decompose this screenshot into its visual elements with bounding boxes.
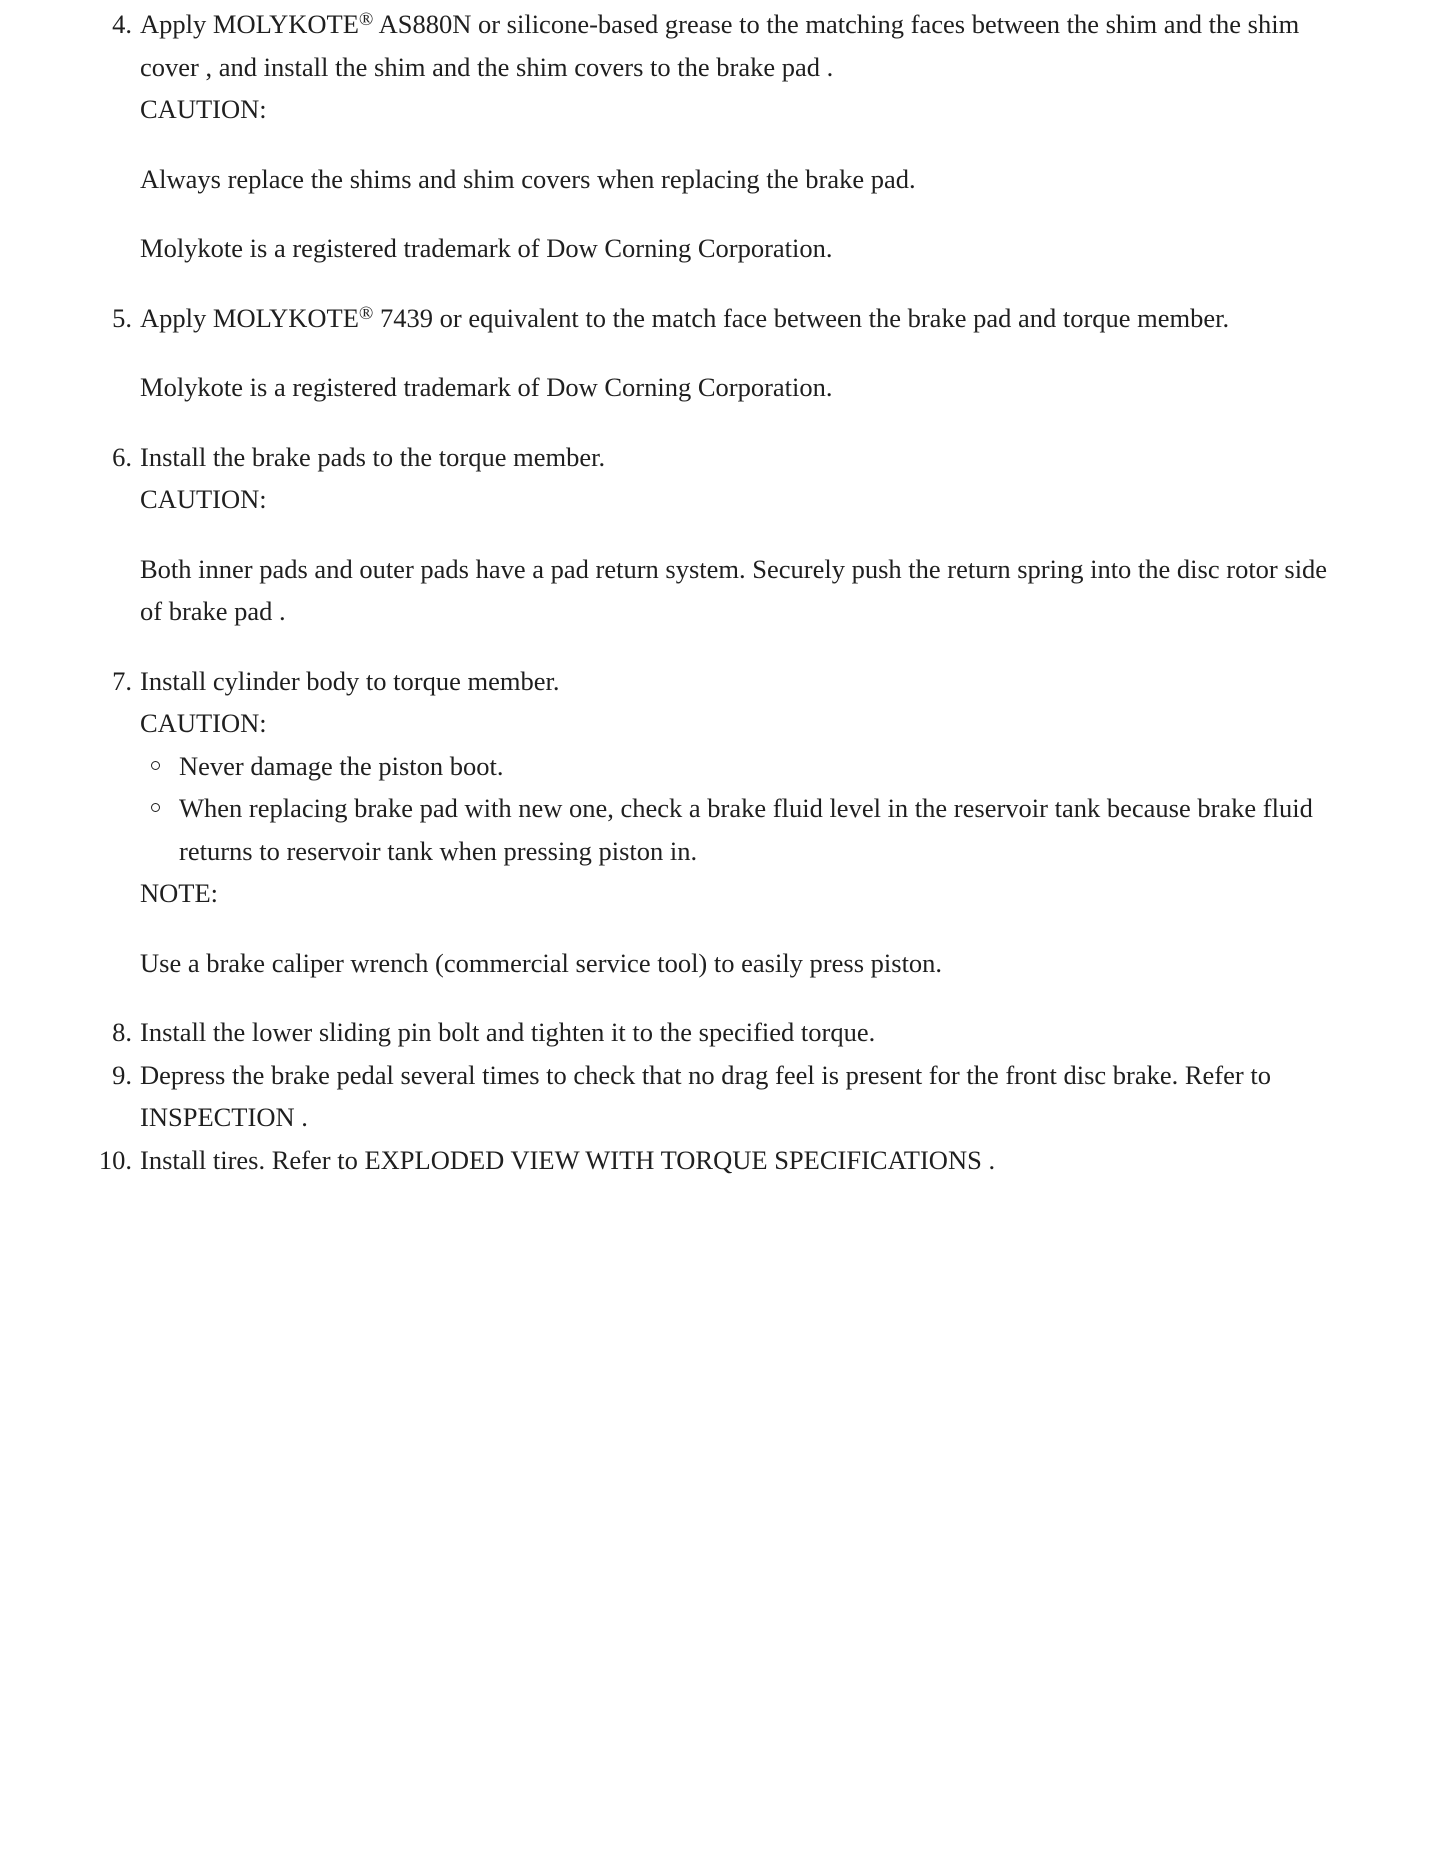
note-label: NOTE:	[140, 878, 219, 908]
step-4	[112, 3, 1350, 270]
step-9	[112, 1054, 1350, 1139]
step-8	[112, 1011, 1350, 1054]
trademark-note: Molykote is a registered trademark of Dow Corning Corporation.	[140, 372, 833, 402]
step-text: Apply MOLYKOTE® 7439 or equivalent to the match face between the brake pad and torque member.	[140, 302, 1230, 333]
step-text: Install the brake pads to the torque member.	[140, 441, 606, 472]
procedure-steps	[98, 3, 1350, 1181]
step-number: 6.	[112, 441, 132, 472]
list-item: When replacing brake pad with new one, check a brake fluid level in the reservoir tank because brake fluid returns to reservoir tank when pressing piston in.	[179, 787, 1350, 872]
step-text: Depress the brake pedal several times to check that no drag feel is present for the front disc brake. Refer to INSPECTION .	[140, 1059, 1271, 1132]
caution-text: Both inner pads and outer pads have a pad return system. Securely push the return spring into the disc rotor side of brake pad .	[140, 553, 1328, 626]
caution-label: CAUTION:	[140, 484, 267, 514]
step-text: Install cylinder body to torque member.	[140, 665, 560, 696]
step-number: 4.	[112, 9, 132, 39]
caution-label: CAUTION:	[140, 708, 267, 738]
caution-label: CAUTION:	[140, 94, 267, 124]
note-text: Use a brake caliper wrench (commercial service tool) to easily press piston.	[140, 947, 943, 978]
step-text: Install the lower sliding pin bolt and tighten it to the specified torque.	[140, 1017, 876, 1047]
step-number: 8.	[112, 1017, 132, 1047]
circle-bullet-icon	[151, 761, 160, 770]
registered-mark: ®	[358, 302, 374, 324]
registered-mark: ®	[358, 9, 374, 30]
step-7	[112, 660, 1350, 985]
step-text: Apply MOLYKOTE® AS880N or silicone-based grease to the matching faces between the shim and the shim cover , and install the shim and the shim covers to the brake pad .	[140, 9, 1300, 82]
step-6	[112, 436, 1350, 633]
circle-bullet-icon	[151, 803, 160, 812]
step-5	[112, 297, 1350, 409]
list-item: Never damage the piston boot.	[179, 745, 1350, 788]
trademark-note: Molykote is a registered trademark of Dow Corning Corporation.	[140, 233, 833, 263]
step-number: 10.	[98, 1144, 132, 1175]
caution-bullets	[140, 745, 1350, 873]
caution-text: Always replace the shims and shim covers when replacing the brake pad.	[140, 163, 916, 194]
step-10	[98, 1139, 1350, 1182]
step-number: 7.	[112, 665, 132, 696]
step-number: 5.	[112, 302, 132, 333]
step-number: 9.	[112, 1059, 132, 1090]
step-text: Install tires. Refer to EXPLODED VIEW WITH TORQUE SPECIFICATIONS .	[140, 1144, 996, 1175]
